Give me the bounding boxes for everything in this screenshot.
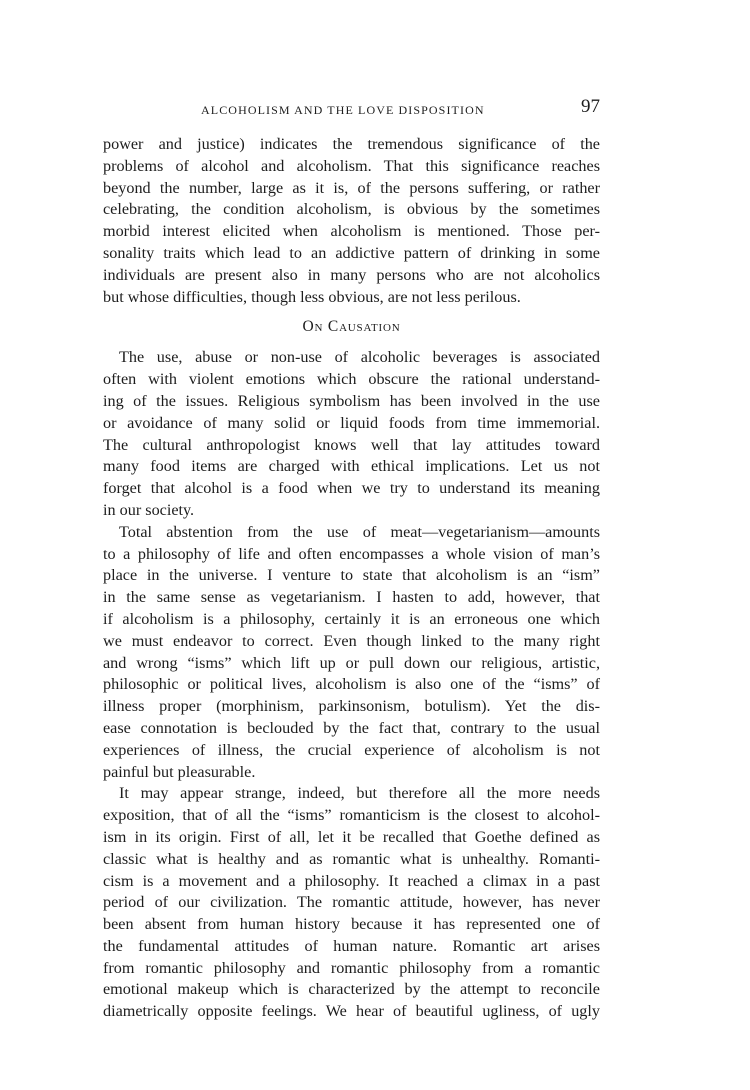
text-line: power and justice) indicates the tremendous significance of the: [103, 135, 600, 153]
text-line: in the same sense as vegetarianism. I hasten to add, however, that: [103, 588, 600, 607]
text-line: often with violent emotions which obscure the rational understand-: [103, 370, 600, 389]
text-line: experiences of illness, the crucial experience of alcoholism is not: [103, 740, 600, 759]
page-number: 97: [581, 96, 600, 117]
section-heading: On Causation: [302, 318, 401, 336]
text-line: or avoidance of many solid or liquid foods from time immemorial.: [103, 413, 600, 432]
text-line: painful but pleasurable.: [103, 762, 256, 781]
text-line: we must endeavor to correct. Even though linked to the many right: [103, 631, 600, 650]
body-text: [103, 134, 600, 1023]
text-line: in our society.: [103, 500, 195, 519]
text-line: exposition, that of all the “isms” romanticism is the closest to alcohol-: [103, 806, 600, 825]
running-title: ALCOHOLISM AND THE LOVE DISPOSITION: [201, 103, 485, 117]
text-line: and wrong “isms” which lift up or pull down our religious, artistic,: [103, 653, 600, 672]
text-line: problems of alcohol and alcoholism. That this significance reaches: [103, 156, 600, 175]
text-line: morbid interest elicited when alcoholism is mentioned. Those per-: [103, 222, 600, 241]
text-line: ing of the issues. Religious symbolism has been involved in the use: [103, 391, 600, 410]
text-line: from romantic philosophy and romantic philosophy from a romantic: [103, 958, 600, 977]
text-line: emotional makeup which is characterized by the attempt to reconcile: [103, 980, 600, 999]
running-head: [103, 96, 600, 122]
text-line: classic what is healthy and as romantic what is unhealthy. Romanti-: [103, 849, 600, 868]
text-line: many food items are charged with ethical implications. Let us not: [103, 457, 600, 476]
text-line: period of our civilization. The romantic attitude, however, has never: [103, 893, 600, 912]
text-line: philosophic or political lives, alcoholism is also one of the “isms” of: [103, 675, 600, 694]
paragraph-4: [103, 783, 600, 1023]
text-line: cism is a movement and a philosophy. It reached a climax in a past: [103, 871, 600, 890]
text-line: forget that alcohol is a food when we try to understand its meaning: [103, 479, 600, 498]
text-line: if alcoholism is a philosophy, certainly it is an erroneous one which: [103, 609, 600, 628]
text-line: beyond the number, large as it is, of the persons suffering, or rather: [103, 178, 600, 197]
text-line: celebrating, the condition alcoholism, is obvious by the sometimes: [103, 200, 600, 219]
text-line: sonality traits which lead to an addictive pattern of drinking in some: [103, 243, 600, 262]
text-line: been absent from human history because it has represented one of: [103, 915, 600, 934]
text-line: but whose difficulties, though less obvious, are not less perilous.: [103, 287, 521, 306]
text-line: Total abstention from the use of meat—vegetarianism—amounts: [119, 522, 600, 541]
text-line: It may appear strange, indeed, but therefore all the more needs: [119, 784, 600, 803]
text-line: The use, abuse or non-use of alcoholic beverages is associated: [119, 348, 600, 367]
text-line: to a philosophy of life and often encompasses a whole vision of man’s: [103, 544, 600, 563]
text-line: illness proper (morphinism, parkinsonism, botulism). Yet the dis-: [103, 697, 600, 716]
paragraph-1: [103, 134, 600, 308]
text-line: individuals are present also in many persons who are not alcoholics: [103, 265, 600, 284]
text-line: ease connotation is beclouded by the fact that, contrary to the usual: [103, 718, 600, 737]
paragraph-3: [103, 522, 600, 784]
text-line: the fundamental attitudes of human nature. Romantic art arises: [103, 936, 600, 955]
text-line: The cultural anthropologist knows well that lay attitudes toward: [103, 435, 600, 454]
text-line: place in the universe. I venture to state that alcoholism is an “ism”: [103, 566, 600, 585]
paragraph-2: [103, 347, 600, 521]
text-line: diametrically opposite feelings. We hear of beautiful ugliness, of ugly: [103, 1002, 600, 1021]
text-line: ism in its origin. First of all, let it be recalled that Goethe defined as: [103, 827, 600, 846]
